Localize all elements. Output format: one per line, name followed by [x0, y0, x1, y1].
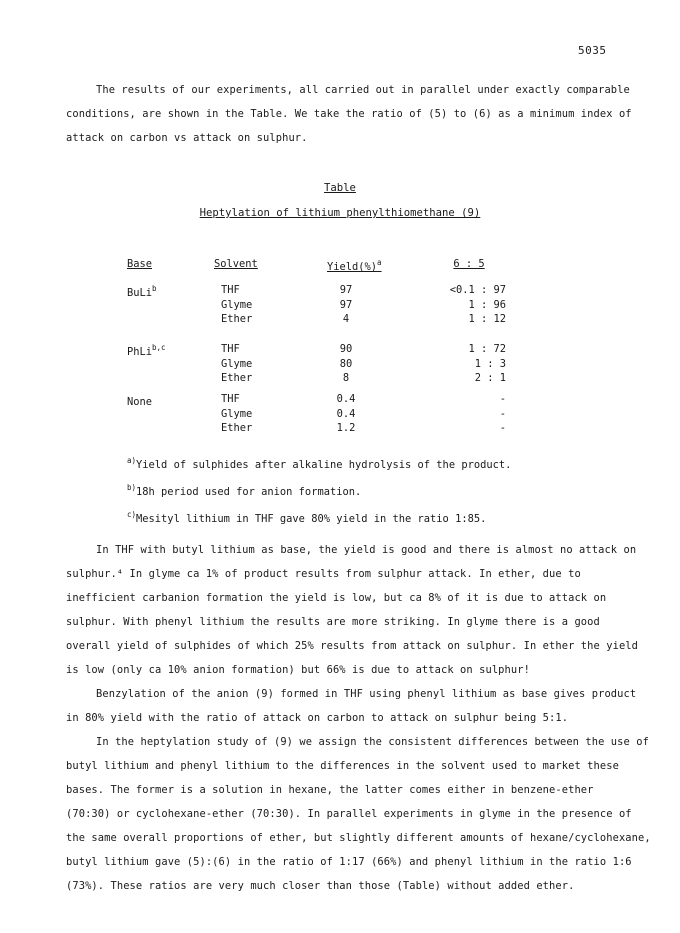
yield-cell: 0.4	[336, 393, 356, 405]
body-line: butyl lithium and phenyl lithium to the differences in the solvent used to market these	[66, 760, 619, 772]
footnote: $^{b)}$18h period used for anion formation.	[127, 483, 362, 498]
base-cell: PhLi$^{b,c}$	[127, 343, 166, 358]
body-line: is low (only ca 10% anion formation) but 66% is due to attack on sulphur!	[66, 664, 530, 676]
yield-cell: 8	[342, 372, 350, 384]
ratio-cell: 1 : 72	[468, 343, 506, 355]
intro-paragraph	[66, 78, 632, 150]
ratio-cell: -	[499, 422, 506, 434]
body-line: In the heptylation study of (9) we assign the consistent differences between the use of	[96, 736, 649, 748]
column-header-ratio: 6 : 5	[453, 258, 485, 270]
ratio-cell: 2 : 1	[474, 372, 506, 384]
footnote: $^{a)}$Yield of sulphides after alkaline hydrolysis of the product.	[127, 456, 512, 471]
solvent-cell: Ether	[221, 422, 253, 434]
body-line: sulphur.⁴ In glyme ca 1% of product results from sulphur attack. In ether, due to	[66, 568, 581, 580]
solvent-cell: THF	[221, 284, 240, 296]
body-line: sulphur. With phenyl lithium the results are more striking. In glyme there is a good	[66, 616, 600, 628]
solvent-cell: Ether	[221, 372, 253, 384]
column-header-yield: Yield(%)$^a$	[327, 258, 382, 273]
yield-cell: 90	[339, 343, 353, 355]
intro-line: attack on carbon vs attack on sulphur.	[66, 132, 308, 144]
base-cell: None	[127, 396, 153, 408]
ratio-cell: -	[499, 407, 506, 420]
body-line: the same overall proportions of ether, but slightly different amounts of hexane/cyclohexane,	[66, 832, 651, 844]
column-header-base: Base	[127, 258, 153, 270]
column-header-solvent: Solvent	[214, 258, 258, 270]
yield-cell: 1.2	[336, 422, 356, 434]
solvent-cell: Glyme	[221, 357, 253, 370]
ratio-cell: 1 : 3	[474, 357, 506, 370]
ratio-cell: <0.1 : 97	[449, 284, 506, 296]
ratio-cell: 1 : 96	[468, 298, 506, 311]
body-line: (70:30) or cyclohexane-ether (70:30). In parallel experiments in glyme in the presence of	[66, 808, 632, 820]
body-line: overall yield of sulphides of which 25% results from attack on sulphur. In ether the yield	[66, 640, 639, 652]
body-line: Benzylation of the anion (9) formed in THF using phenyl lithium as base gives product	[96, 688, 637, 700]
solvent-cell: Glyme	[221, 298, 253, 311]
base-cell: BuLi$^b$	[127, 284, 157, 299]
yield-cell: 80	[339, 357, 353, 370]
intro-line: The results of our experiments, all carried out in parallel under exactly comparable	[96, 84, 630, 96]
solvent-cell: THF	[221, 343, 240, 355]
body-line: In THF with butyl lithium as base, the yield is good and there is almost no attack on	[96, 544, 637, 556]
body-text	[66, 538, 651, 898]
body-line: butyl lithium gave (5):(6) in the ratio of 1:17 (66%) and phenyl lithium in the ratio 1:6	[66, 856, 632, 868]
yield-cell: 97	[339, 284, 353, 296]
solvent-cell: Glyme	[221, 407, 253, 420]
yield-cell: 0.4	[336, 407, 356, 420]
table-title: Heptylation of lithium phenylthiomethane (9)	[199, 207, 481, 219]
solvent-cell: Ether	[221, 313, 253, 325]
body-line: (73%). These ratios are very much closer than those (Table) without added ether.	[66, 880, 575, 892]
solvent-cell: THF	[221, 393, 240, 405]
page-number: 5035	[578, 44, 607, 57]
body-line: bases. The former is a solution in hexane, the latter comes either in benzene-ether	[66, 784, 594, 796]
body-line: inefficient carbanion formation the yield is low, but ca 8% of it is due to attack on	[66, 592, 607, 604]
yield-cell: 4	[342, 313, 350, 325]
yield-cell: 97	[339, 298, 353, 311]
ratio-cell: 1 : 12	[468, 313, 506, 325]
footnote: $^{c)}$Mesityl lithium in THF gave 80% yield in the ratio 1:85.	[127, 510, 487, 525]
table-label: Table	[324, 182, 356, 194]
body-line: in 80% yield with the ratio of attack on carbon to attack on sulphur being 5:1.	[66, 712, 569, 724]
intro-line: conditions, are shown in the Table. We take the ratio of (5) to (6) as a minimum index of	[66, 108, 632, 120]
ratio-cell: -	[499, 393, 506, 405]
